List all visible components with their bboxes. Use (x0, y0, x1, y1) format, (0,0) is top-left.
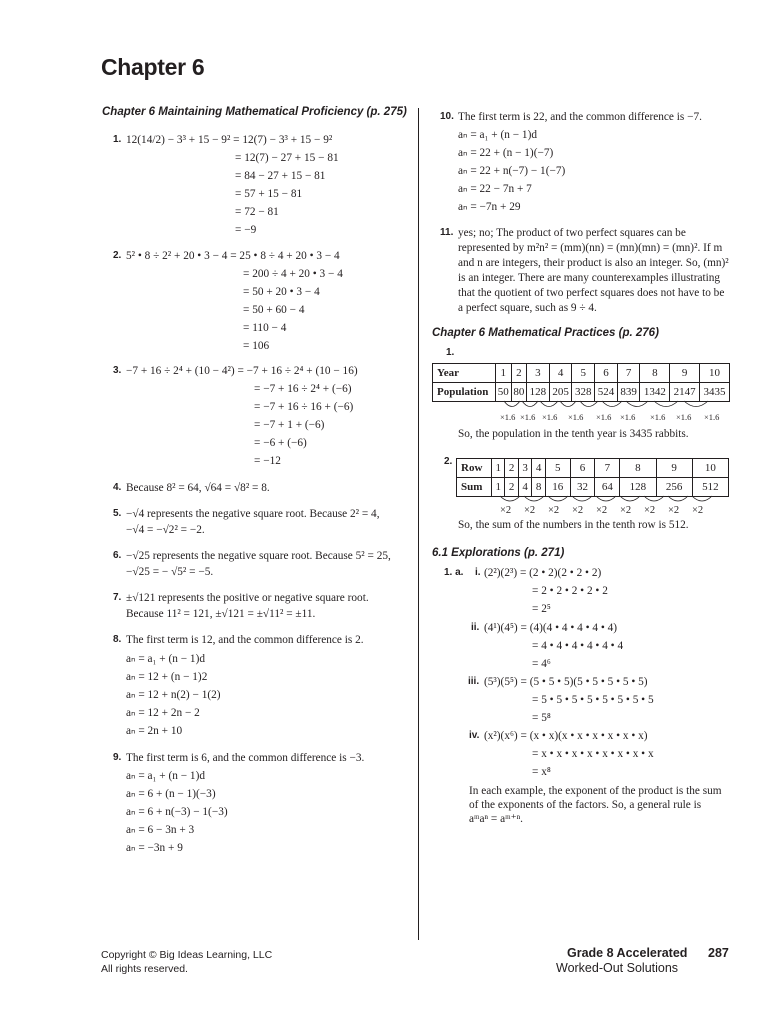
equation-line: = 50 + 20 • 3 − 4 (243, 286, 320, 298)
multiplier-label: ×2 (692, 505, 704, 516)
table-cell: 2147 (670, 383, 700, 402)
table-row-label: Year (433, 364, 496, 383)
table-cell: 3 (518, 459, 531, 478)
multiplier-label: ×2 (572, 505, 584, 516)
equation-line: aₙ = 6 − 3n + 3 (126, 824, 195, 836)
solution-text: Because 8² = 64, √64 = √8² = 8. (126, 482, 270, 494)
multiplier-label: ×1.6 (704, 412, 720, 422)
summary-text: In each example, the exponent of the product is the sum (469, 785, 722, 797)
solution-text: −√4 = −√2² = −2. (126, 524, 205, 536)
equation-line: = 84 − 27 + 15 − 81 (235, 170, 326, 182)
equation-line: 5² • 8 ÷ 2² + 20 • 3 − 4 = 25 • 8 ÷ 4 + 20 • 3 − 4 (126, 250, 340, 262)
equation-line: aₙ = −7n + 29 (458, 201, 521, 213)
equation-line: aₙ = a₁ + (n − 1)d (126, 770, 205, 782)
problem-number: 2. (444, 456, 453, 467)
table-cell: 256 (656, 478, 692, 497)
table-cell: 8 (532, 478, 545, 497)
table-cell: 80 (511, 383, 527, 402)
solution-text: The first term is 22, and the common difference is −7. (458, 111, 702, 123)
conclusion-text: So, the population in the tenth year is 3435 rabbits. (458, 428, 689, 440)
page-number: 287 (708, 946, 729, 960)
equation-line: aₙ = 6 + (n − 1)(−3) (126, 788, 216, 800)
row-sum-table (456, 458, 729, 497)
multiplier-label: ×2 (620, 505, 632, 516)
table-cell: 3435 (700, 383, 730, 402)
table-cell: 2 (505, 478, 518, 497)
table-cell: 2 (511, 364, 527, 383)
equation-line: = 106 (243, 340, 270, 352)
table-row-label: Population (433, 383, 496, 402)
summary-text: aᵐaⁿ = aᵐ⁺ⁿ. (469, 813, 524, 825)
table-cell: 8 (640, 364, 670, 383)
table-cell: 10 (700, 364, 730, 383)
equation-line: = 5⁸ (532, 712, 551, 724)
equation-line: = −7 + 16 ÷ 16 + (−6) (254, 401, 354, 413)
solution-text: is an integer. There are many counterexamples illustrating (458, 272, 721, 284)
part-label: ii. (471, 622, 480, 633)
table-cell: 5 (572, 364, 595, 383)
table-cell: 512 (692, 478, 728, 497)
multiplier-label: ×2 (644, 505, 656, 516)
chapter-title: Chapter 6 (101, 54, 205, 80)
table-cell: 1 (492, 459, 505, 478)
equation-line: = 5 • 5 • 5 • 5 • 5 • 5 • 5 • 5 (532, 694, 654, 706)
table-cell: 328 (572, 383, 595, 402)
equation-line: = −9 (235, 224, 257, 236)
equation-line: aₙ = −3n + 9 (126, 842, 183, 854)
solution-text: that the quotient of two perfect squares does not have to be (458, 287, 725, 299)
equation-line: = 2⁵ (532, 603, 551, 615)
multiplier-label: ×1.6 (620, 412, 636, 422)
rights-text: All rights reserved. (101, 963, 188, 975)
problem-number: 8. (113, 634, 122, 645)
problem-number: 1. (113, 134, 122, 145)
equation-line: = 57 + 15 − 81 (235, 188, 303, 200)
solution-text: −√25 = − √5² = −5. (126, 566, 214, 578)
equation-line: (4¹)(4⁵) = (4)(4 • 4 • 4 • 4 • 4) (484, 622, 618, 634)
equation-line: = 12(7) − 27 + 15 − 81 (235, 152, 339, 164)
table-cell: 205 (549, 383, 572, 402)
problem-number: 4. (113, 482, 122, 493)
solution-text: −√4 represents the negative square root. Because 2² = 4, (126, 508, 380, 520)
table-cell: 524 (595, 383, 618, 402)
multiplier-label: ×2 (500, 505, 512, 516)
equation-line: aₙ = 2n + 10 (126, 725, 183, 737)
table-cell: 32 (570, 478, 595, 497)
population-table (432, 363, 730, 402)
equation-line: aₙ = 22 + n(−7) − 1(−7) (458, 165, 566, 177)
equation-line: −7 + 16 ÷ 2⁴ + (10 − 4²) = −7 + 16 ÷ 2⁴ + (10 − 16) (126, 365, 358, 377)
solution-text: The first term is 6, and the common difference is −3. (126, 752, 365, 764)
equation-line: = −7 + 1 + (−6) (254, 419, 325, 431)
equation-line: aₙ = 22 − 7n + 7 (458, 183, 532, 195)
section-title-maintaining-proficiency: Chapter 6 Maintaining Mathematical Proficiency (p. 275) (102, 106, 407, 118)
problem-number: 11. (440, 227, 454, 238)
equation-line: aₙ = 12 + n(2) − 1(2) (126, 689, 221, 701)
multiplier-label: ×2 (524, 505, 536, 516)
table-cell: 1 (496, 364, 512, 383)
problem-number: 9. (113, 752, 122, 763)
table-cell: 6 (595, 364, 618, 383)
table-row-label: Row (457, 459, 492, 478)
multiplier-label: ×1.6 (542, 412, 558, 422)
equation-line: = 72 − 81 (235, 206, 279, 218)
equation-line: = −7 + 16 ÷ 2⁴ + (−6) (254, 383, 352, 395)
part-label: iii. (468, 676, 480, 687)
equation-line: (2²)(2³) = (2 • 2)(2 • 2 • 2) (484, 567, 602, 579)
column-divider (418, 108, 419, 940)
solution-text: represented by m²n² = (mm)(nn) = (mn)(mn) = (mn)². If m (458, 242, 723, 254)
table-cell: 64 (595, 478, 620, 497)
table-cell: 9 (656, 459, 692, 478)
table-cell: 9 (670, 364, 700, 383)
multiplier-label: ×2 (596, 505, 608, 516)
problem-number: 1. (446, 347, 455, 358)
equation-line: aₙ = a₁ + (n − 1)d (126, 653, 205, 665)
multiplier-label: ×1.6 (568, 412, 584, 422)
summary-text: of the exponents of the factors. So, a general rule is (469, 799, 702, 811)
equation-line: = 2 • 2 • 2 • 2 • 2 (532, 585, 608, 597)
table-cell: 5 (545, 459, 570, 478)
problem-number: 3. (113, 365, 122, 376)
equation-line: = 200 ÷ 4 + 20 • 3 − 4 (243, 268, 343, 280)
table-cell: 3 (527, 364, 550, 383)
multiplier-label: ×2 (668, 505, 680, 516)
solution-text: −√25 represents the negative square root. Because 5² = 25, (126, 550, 391, 562)
solution-text: a perfect square, such as 9 ÷ 4. (458, 302, 597, 314)
footer-subtitle: Worked-Out Solutions (556, 961, 679, 975)
multiplier-label: ×2 (548, 505, 560, 516)
table-cell: 4 (532, 459, 545, 478)
problem-number: 5. (113, 508, 122, 519)
solution-text: The first term is 12, and the common difference is 2. (126, 634, 364, 646)
equation-line: = 50 + 60 − 4 (243, 304, 305, 316)
equation-line: = 4 • 4 • 4 • 4 • 4 • 4 (532, 640, 624, 652)
problem-number: 2. (113, 250, 122, 261)
table-cell: 7 (617, 364, 640, 383)
table-cell: 839 (617, 383, 640, 402)
table-cell: 16 (545, 478, 570, 497)
problem-number: 7. (113, 592, 122, 603)
equation-line: = 4⁶ (532, 658, 551, 670)
table-cell: 2 (505, 459, 518, 478)
equation-line: (5³)(5⁵) = (5 • 5 • 5)(5 • 5 • 5 • 5 • 5) (484, 676, 648, 688)
problem-number: 1. a. (444, 567, 464, 578)
table-row-label: Sum (457, 478, 492, 497)
equation-line: = x • x • x • x • x • x • x • x (532, 748, 654, 760)
problem-number: 6. (113, 550, 122, 561)
table-cell: 128 (620, 478, 656, 497)
table-cell: 4 (518, 478, 531, 497)
part-label: iv. (469, 730, 480, 741)
course-name: Grade 8 Accelerated (567, 946, 688, 960)
table-cell: 7 (595, 459, 620, 478)
equation-line: aₙ = 12 + (n − 1)2 (126, 671, 208, 683)
equation-line: = −12 (254, 455, 281, 467)
solution-text: ±√121 represents the positive or negative square root. (126, 592, 369, 604)
solution-text: Because 11² = 121, ±√121 = ±√11² = ±11. (126, 608, 316, 620)
equation-line: = −6 + (−6) (254, 437, 307, 449)
copyright-text: Copyright © Big Ideas Learning, LLC (101, 949, 273, 961)
growth-arrows-2 (456, 495, 731, 507)
multiplier-label: ×1.6 (596, 412, 612, 422)
equation-line: (x²)(x⁶) = (x • x)(x • x • x • x • x • x) (484, 730, 648, 742)
multiplier-label: ×1.6 (650, 412, 666, 422)
equation-line: aₙ = 6 + n(−3) − 1(−3) (126, 806, 228, 818)
problem-number: 10. (440, 111, 454, 122)
section-title-mathematical-practices: Chapter 6 Mathematical Practices (p. 276) (432, 327, 659, 339)
table-cell: 4 (549, 364, 572, 383)
solution-text: and n are integers, their product is also an integer. So, (mn)² (458, 257, 729, 269)
table-cell: 6 (570, 459, 595, 478)
equation-line: aₙ = 22 + (n − 1)(−7) (458, 147, 554, 159)
multiplier-label: ×1.6 (500, 412, 516, 422)
equation-line: = x⁸ (532, 766, 551, 778)
table-cell: 128 (527, 383, 550, 402)
table-cell: 50 (496, 383, 512, 402)
equation-line: aₙ = a₁ + (n − 1)d (458, 129, 537, 141)
table-cell: 1342 (640, 383, 670, 402)
equation-line: 12(14/2) − 3³ + 15 − 9² = 12(7) − 3³ + 15 − 9² (126, 134, 333, 146)
table-cell: 1 (492, 478, 505, 497)
equation-line: aₙ = 12 + 2n − 2 (126, 707, 200, 719)
conclusion-text: So, the sum of the numbers in the tenth row is 512. (458, 519, 689, 531)
part-label: i. (475, 567, 481, 578)
multiplier-label: ×1.6 (520, 412, 536, 422)
equation-line: = 110 − 4 (243, 322, 287, 334)
table-cell: 10 (692, 459, 728, 478)
multiplier-label: ×1.6 (676, 412, 692, 422)
table-cell: 8 (620, 459, 656, 478)
section-title-explorations: 6.1 Explorations (p. 271) (432, 547, 565, 559)
solution-text: yes; no; The product of two perfect squares can be (458, 227, 686, 239)
